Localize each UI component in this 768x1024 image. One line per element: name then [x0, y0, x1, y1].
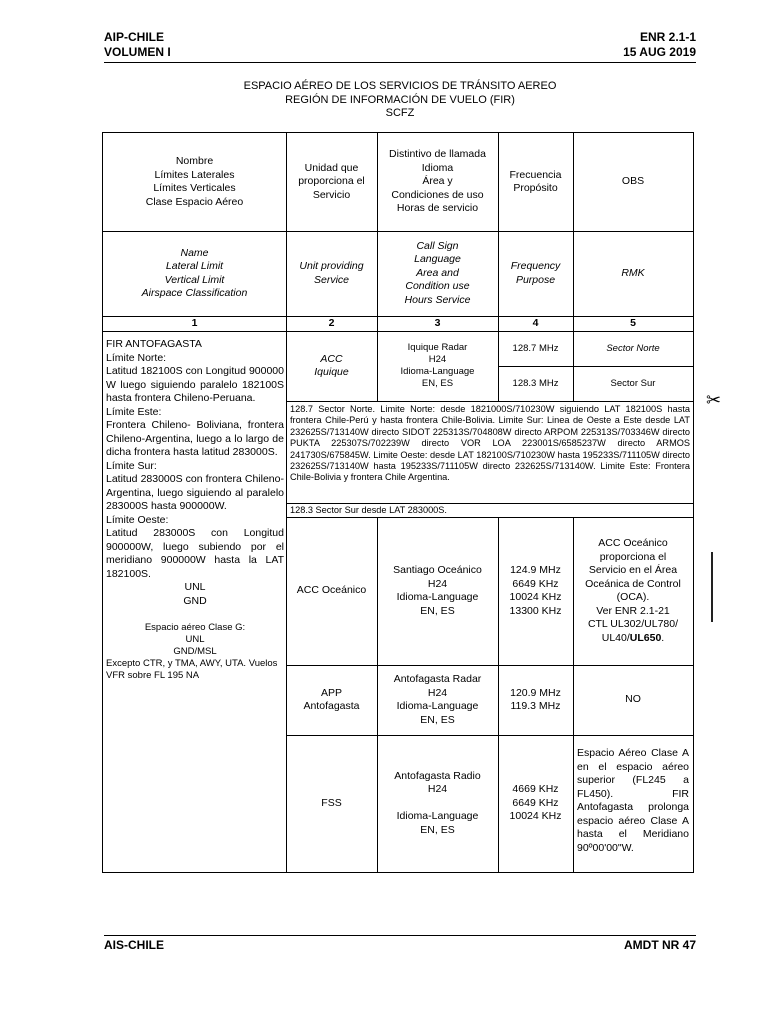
- header-en-col2: Unit providing Service: [299, 260, 364, 286]
- class-g-label: Espacio aéreo Clase G:: [144, 622, 246, 633]
- class-g-upper: UNL: [185, 634, 205, 645]
- footer-rule: [104, 935, 696, 936]
- fss-freqs: 4669 KHz 6649 KHz 10024 KHz: [509, 783, 562, 823]
- vertical-lower: GND: [183, 594, 207, 607]
- east-limit-label: Límite Este:: [106, 405, 162, 418]
- sector-norte-note: 128.7 Sector Norte. Limite Norte: desde 1821000S/710230W siguiendo LAT 182100S hasta frontera Chile-Perú y hasta frontera Chile-Bolivia. Limite Sur: Linea de Oeste a Este desde LAT 232625S/713140W directo SIDOT 225313S/704808W directo ARPOM 225313S/703346W directo PUKTA 225307S/702239W directo VOR LOA 223001S/6585237W directo ARMOS 241730S/675845W. Limite Oeste: desde LAT 182100S/710230W hasta 195233S/711105W directo 232625S/713140W hasta 195233S/711105W directo 232625S/713140W. Limite Este: Frontera Chile-Bolivia y frontera Chile Argentina.: [290, 404, 690, 483]
- sector-sur-note: 128.3 Sector Sur desde LAT 283000S.: [290, 505, 447, 515]
- fss-callsign: Antofagasta Radio H24 Idioma-Language EN, ES: [394, 769, 481, 836]
- header-date: 15 AUG 2019: [623, 45, 696, 59]
- south-limit-label: Límite Sur:: [106, 459, 157, 472]
- header-rule: [104, 62, 696, 63]
- header-en-col4: Frequency Purpose: [510, 260, 561, 286]
- header-es-col2: Unidad que proporciona el Servicio: [298, 161, 365, 201]
- header-es-col3: Distintivo de llamada Idioma Área y Condiciones de uso Horas de servicio: [389, 148, 486, 215]
- header-en-col5: RMK: [621, 266, 645, 279]
- col-number-5: 5: [630, 316, 636, 329]
- acc-iquique-rmk-1: Sector Norte: [606, 342, 660, 354]
- footer-publisher: AIS-CHILE: [104, 938, 164, 952]
- fir-name: FIR ANTOFAGASTA: [106, 338, 202, 350]
- acc-iquique-freq-1: 128.7 MHz: [512, 342, 559, 354]
- footer-amendment: AMDT NR 47: [623, 938, 696, 952]
- acc-oceanico-freqs: 124.9 MHz 6649 KHz 10024 KHz 13300 KHz: [509, 564, 562, 617]
- fir-description: [106, 338, 284, 682]
- vertical-upper: UNL: [184, 581, 206, 593]
- header-en-col1: Name Lateral Limit Vertical Limit Airspace Classification: [141, 246, 248, 299]
- col-number-3: 3: [434, 316, 441, 329]
- acc-oceanico-unit: ACC Oceánico: [296, 584, 367, 597]
- east-limit-text: Frontera Chileno- Boliviana, frontera Chileno-Argentina, luego a lo largo de dicha frontera hasta latitud 283000S.: [106, 419, 284, 458]
- header-section: ENR 2.1-1: [639, 30, 696, 44]
- airspace-table: [102, 132, 694, 873]
- header-es-col4: Frecuencia Propósito: [509, 168, 562, 194]
- class-g-exception: Excepto CTR, y TMA, AWY, UTA. Vuelos VFR sobre FL 195 NA: [106, 658, 278, 681]
- document-title: [104, 80, 696, 121]
- title-line-3: SCFZ: [385, 107, 415, 119]
- acc-iquique-callsign: Iquique Radar H24 Idioma-Language EN, ES: [400, 342, 475, 389]
- acc-iquique-rmk-2: Sector Sur: [610, 377, 656, 389]
- acc-iquique-freq-2: 128.3 MHz: [512, 377, 559, 389]
- title-line-2: REGIÓN DE INFORMACIÓN DE VUELO (FIR): [285, 93, 515, 106]
- header-es-col5: OBS: [621, 175, 645, 188]
- north-limit-label: Límite Norte:: [106, 351, 167, 364]
- acc-oceanico-rmk: ACC Oceánico proporciona el Servicio en el Área Oceánica de Control (OCA). Ver ENR 2.1-21 CTL UL302/UL780/ UL40/UL650.: [585, 537, 681, 644]
- fss-rmk: Espacio Aéreo Clase A en el espacio aéreo superior (FL245 a FL450). FIR Antofagasta prolonga espacio aéreo Clase A hasta el Meridiano 90º00'00"W.: [577, 747, 689, 854]
- header-volume: VOLUMEN I: [104, 45, 171, 59]
- west-limit-text: Latitud 283000S con Longitud 900000W, luego subiendo por el meridiano 900000W hasta la LAT 182100S.: [106, 527, 284, 580]
- app-unit: APP Antofagasta: [303, 686, 360, 712]
- header-en-col3: Call Sign Language Area and Condition use Hours Service: [404, 239, 471, 306]
- title-line-1: ESPACIO AÉREO DE LOS SERVICIOS DE TRÁNSITO AEREO: [243, 80, 557, 92]
- north-limit-text: Latitud 182100S con Longitud 900000 W luego siguiendo paralelo 182100S hasta frontera Chileno-Peruana.: [106, 365, 284, 404]
- app-callsign: Antofagasta Radar H24 Idioma-Language EN, ES: [393, 673, 482, 726]
- acc-oceanico-callsign: Santiago Oceánico H24 Idioma-Language EN, ES: [393, 564, 482, 617]
- south-limit-text: Latitud 283000S con frontera Chileno-Argentina, luego siguiendo al paralelo 283000S hasta 900000W.: [106, 473, 284, 512]
- fss-unit: FSS: [321, 796, 342, 809]
- class-g-lower: GND/MSL: [173, 646, 217, 657]
- app-freqs: 120.9 MHz 119.3 MHz: [510, 686, 561, 712]
- col-number-4: 4: [532, 316, 539, 329]
- header-es-col1: Nombre Límites Laterales Límites Verticales Clase Espacio Aéreo: [145, 155, 244, 208]
- change-bar: [711, 552, 713, 622]
- col-number-2: 2: [328, 316, 335, 329]
- west-limit-label: Límite Oeste:: [106, 513, 169, 526]
- scissors-icon: ✂: [706, 390, 722, 410]
- header-publication: AIP-CHILE: [104, 30, 164, 44]
- acc-iquique-unit: ACC Iquique: [314, 352, 349, 378]
- col-number-1: 1: [191, 316, 198, 329]
- app-rmk: NO: [625, 693, 641, 706]
